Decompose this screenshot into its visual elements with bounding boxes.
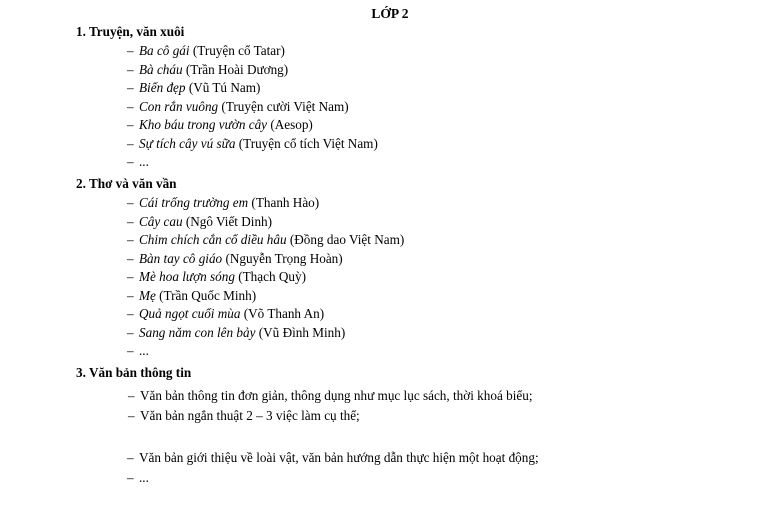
list-item: – Sang năm con lên bảy (Vũ Đình Minh) <box>127 325 346 340</box>
section-heading-info-texts: 3. Văn bản thông tin <box>76 365 192 380</box>
list-item: – Văn bản giới thiệu về loài vật, văn bản hướng dẫn thực hiện một hoạt động; <box>127 450 539 465</box>
list-item: – Con rắn vuông (Truyện cười Việt Nam) <box>127 99 349 114</box>
list-item: – Mè hoa lượn sóng (Thạch Quỳ) <box>127 269 306 284</box>
list-item: – Kho báu trong vườn cây (Aesop) <box>127 117 313 132</box>
list-item: – Bà cháu (Trần Hoài Dương) <box>127 62 289 77</box>
list-item: – ... <box>127 154 149 169</box>
page-title: LỚP 2 <box>371 6 409 21</box>
list-item: – Mẹ (Trần Quốc Minh) <box>127 288 257 303</box>
list-item: – Quả ngọt cuối mùa (Võ Thanh An) <box>127 306 325 321</box>
list-item: – Cây cau (Ngô Viết Dinh) <box>127 214 273 229</box>
list-item: – Bàn tay cô giáo (Nguyễn Trọng Hoàn) <box>127 251 343 266</box>
list-item: – ... <box>127 343 149 358</box>
list-item: – Ba cô gái (Truyện cổ Tatar) <box>127 43 285 58</box>
section-heading-stories: 1. Truyện, văn xuôi <box>76 24 185 39</box>
list-item: – Biển đẹp (Vũ Tú Nam) <box>127 80 261 95</box>
list-item: – Văn bản thông tin đơn giản, thông dụng như mục lục sách, thời khoá biểu; <box>128 388 533 403</box>
section-heading-poems: 2. Thơ và văn vần <box>76 176 177 191</box>
list-item: – Chim chích cắn cổ diều hâu (Đồng dao Việt Nam) <box>127 232 405 247</box>
list-item: – Văn bản ngắn thuật 2 – 3 việc làm cụ thể; <box>128 408 360 423</box>
list-item: – ... <box>127 470 149 485</box>
list-item: – Cái trống trường em (Thanh Hào) <box>127 195 320 210</box>
list-item: – Sự tích cây vú sữa (Truyện cổ tích Việt Nam) <box>127 136 378 151</box>
